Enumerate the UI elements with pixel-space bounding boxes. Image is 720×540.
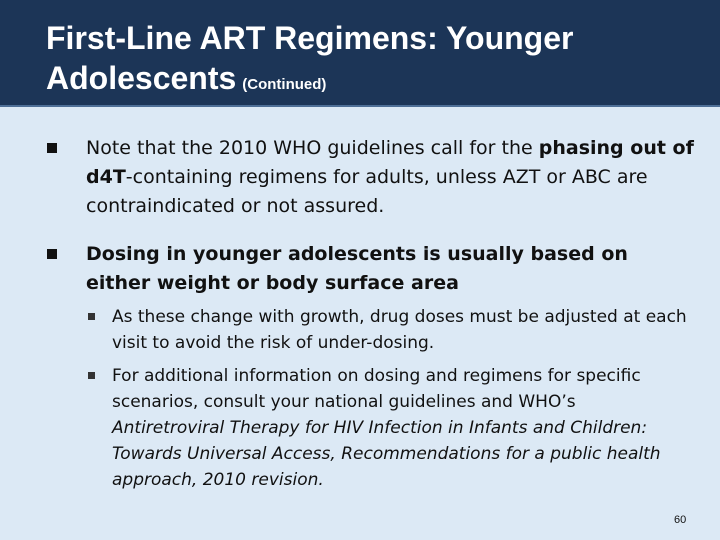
who-publication-title: Antiretroviral Therapy for HIV Infection in Infants and Children: Towards Universal Access, Recommendations for a public health approach, 2010 revision. bbox=[112, 418, 661, 490]
bullet-phasing-out bbox=[86, 134, 696, 221]
sub-bullet-dose-adjustment: As these change with growth, drug doses must be adjusted at each visit to avoid the risk of under-dosing. bbox=[112, 307, 687, 353]
sub-bullet-additional-info bbox=[112, 363, 692, 493]
title-main: First-Line ART Regimens: Younger Adolescents bbox=[46, 20, 574, 96]
bullet-1-bold: phasing out of d4T bbox=[86, 137, 694, 188]
sub-bullet-2-prefix: For additional information on dosing and regimens for specific scenarios, consult your national guidelines and WHO’s bbox=[112, 366, 641, 412]
page-title bbox=[46, 18, 696, 105]
bullet-dosing: Dosing in younger adolescents is usually based on either weight or body surface area bbox=[86, 243, 628, 294]
bullet-1-prefix: Note that the 2010 WHO guidelines call for the bbox=[86, 137, 539, 159]
bullet-1-suffix: -containing regimens for adults, unless AZT or ABC are contraindicated or not assured. bbox=[86, 166, 648, 217]
title-bar bbox=[0, 0, 720, 107]
title-suffix: (Continued) bbox=[242, 76, 327, 93]
square-bullet-icon bbox=[47, 143, 57, 153]
small-square-bullet-icon bbox=[88, 372, 95, 379]
page-number: 60 bbox=[674, 514, 687, 526]
small-square-bullet-icon bbox=[88, 313, 95, 320]
square-bullet-icon bbox=[47, 249, 57, 259]
